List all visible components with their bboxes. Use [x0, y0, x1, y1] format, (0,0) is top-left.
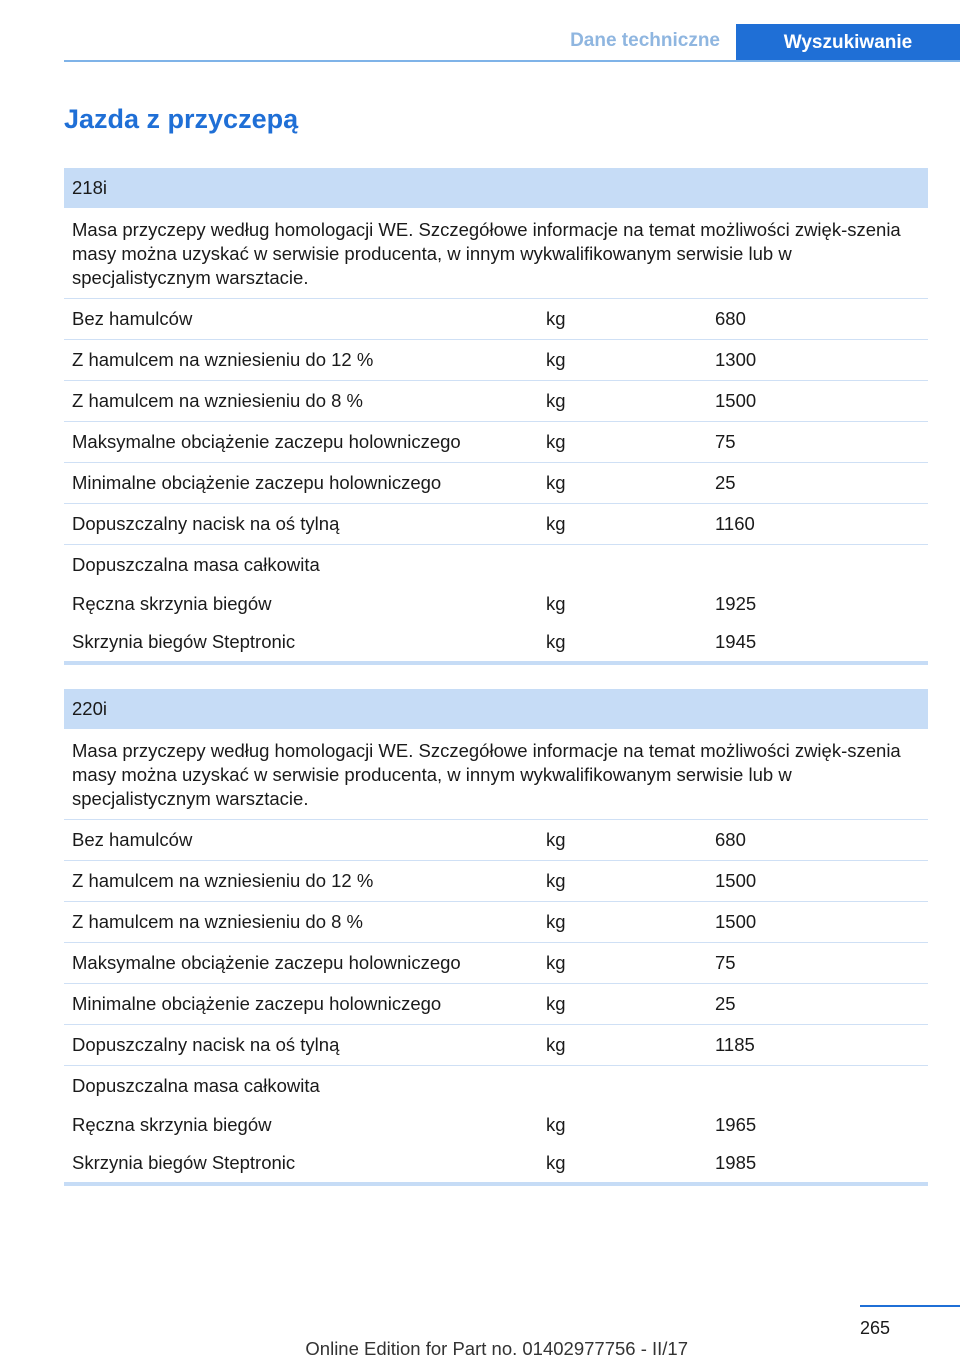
- row-label: Bez hamulców: [64, 820, 538, 861]
- row-label: Skrzynia biegów Steptronic: [64, 623, 538, 663]
- row-value: 1985: [707, 1144, 928, 1184]
- tab-wyszukiwanie[interactable]: Wyszukiwanie: [736, 24, 960, 62]
- row-value: 1500: [707, 381, 928, 422]
- row-label: Minimalne obciążenie zaczepu holowniczego: [64, 463, 538, 504]
- edition-footer: Online Edition for Part no. 01402977756 - II/17: [305, 1338, 688, 1359]
- row-value: 75: [707, 943, 928, 984]
- table-row: [64, 861, 928, 902]
- table-row: [64, 340, 928, 381]
- tab-dane-techniczne[interactable]: Dane techniczne: [570, 30, 720, 51]
- homologation-note: Masa przyczepy według homologacji WE. Szczegółowe informacje na temat możliwości zwięk-szenia masy można uzyskać w serwisie producenta, w innym wykwalifikowanym serwisie lub w specjalistycznym warsztacie.: [64, 729, 928, 820]
- row-unit: kg: [538, 820, 707, 861]
- row-value: 1965: [715, 1113, 757, 1135]
- table-row: [64, 984, 928, 1025]
- row-unit: kg: [546, 592, 566, 614]
- page-title: Jazda z przyczepą: [64, 104, 299, 134]
- row-unit: kg: [538, 299, 707, 340]
- table-row: [64, 422, 928, 463]
- row-unit: kg: [538, 1025, 707, 1066]
- row-value: 25: [707, 463, 928, 504]
- top-navigation: [64, 24, 960, 62]
- row-unit: kg: [538, 340, 707, 381]
- table-row: [64, 820, 928, 861]
- table-row: [64, 1066, 928, 1106]
- gvw-label: Dopuszczalna masa całkowita: [72, 1074, 320, 1096]
- table-row: [64, 1105, 928, 1144]
- spec-table-220i: [64, 689, 928, 1186]
- nav-divider: [64, 60, 960, 62]
- row-label: Maksymalne obciążenie zaczepu holowniczego: [64, 422, 538, 463]
- table-row: [64, 1025, 928, 1066]
- page-number: 265: [860, 1318, 891, 1338]
- row-label: Z hamulcem na wzniesieniu do 8 %: [64, 902, 538, 943]
- row-label: Minimalne obciążenie zaczepu holowniczego: [64, 984, 538, 1025]
- row-value: 680: [707, 299, 928, 340]
- row-value: 1185: [707, 1025, 928, 1066]
- table-row: [64, 299, 928, 340]
- row-label: Z hamulcem na wzniesieniu do 12 %: [64, 340, 538, 381]
- table-row: [64, 1144, 928, 1184]
- homologation-note: Masa przyczepy według homologacji WE. Szczegółowe informacje na temat możliwości zwięk-szenia masy można uzyskać w serwisie producenta, w innym wykwalifikowanym serwisie lub w specjalistycznym warsztacie.: [64, 208, 928, 299]
- row-unit: kg: [538, 861, 707, 902]
- footer-divider: [860, 1305, 960, 1307]
- table-row: [64, 381, 928, 422]
- row-value: 680: [707, 820, 928, 861]
- row-value: 1160: [707, 504, 928, 545]
- row-value: 75: [707, 422, 928, 463]
- spec-table-218i: [64, 168, 928, 665]
- row-unit: kg: [538, 902, 707, 943]
- row-value: 1500: [707, 902, 928, 943]
- row-unit: kg: [538, 463, 707, 504]
- row-value: 25: [707, 984, 928, 1025]
- row-label: Dopuszczalny nacisk na oś tylną: [64, 1025, 538, 1066]
- row-label: Maksymalne obciążenie zaczepu holowniczego: [64, 943, 538, 984]
- row-value: 1945: [707, 623, 928, 663]
- row-value: 1300: [707, 340, 928, 381]
- row-unit: kg: [538, 623, 707, 663]
- table-row: [64, 463, 928, 504]
- row-unit: kg: [538, 381, 707, 422]
- row-unit: kg: [538, 984, 707, 1025]
- gvw-label: Dopuszczalna masa całkowita: [72, 553, 320, 575]
- row-unit: kg: [538, 422, 707, 463]
- row-value: 1925: [715, 592, 757, 614]
- table-row: [64, 902, 928, 943]
- row-unit: kg: [538, 1144, 707, 1184]
- row-unit: kg: [546, 1113, 566, 1135]
- row-label: Bez hamulców: [64, 299, 538, 340]
- row-unit: kg: [538, 943, 707, 984]
- row-label: Dopuszczalny nacisk na oś tylną: [64, 504, 538, 545]
- model-header: 218i: [64, 168, 928, 208]
- table-row: [64, 623, 928, 663]
- row-label: Ręczna skrzynia biegów: [72, 1113, 272, 1135]
- row-label: Skrzynia biegów Steptronic: [64, 1144, 538, 1184]
- table-row: [64, 943, 928, 984]
- table-row: [64, 545, 928, 585]
- row-label: Ręczna skrzynia biegów: [72, 592, 272, 614]
- row-unit: kg: [538, 504, 707, 545]
- table-row: [64, 584, 928, 623]
- row-value: 1500: [707, 861, 928, 902]
- table-row: [64, 504, 928, 545]
- row-label: Z hamulcem na wzniesieniu do 8 %: [64, 381, 538, 422]
- row-label: Z hamulcem na wzniesieniu do 12 %: [64, 861, 538, 902]
- model-header: 220i: [64, 689, 928, 729]
